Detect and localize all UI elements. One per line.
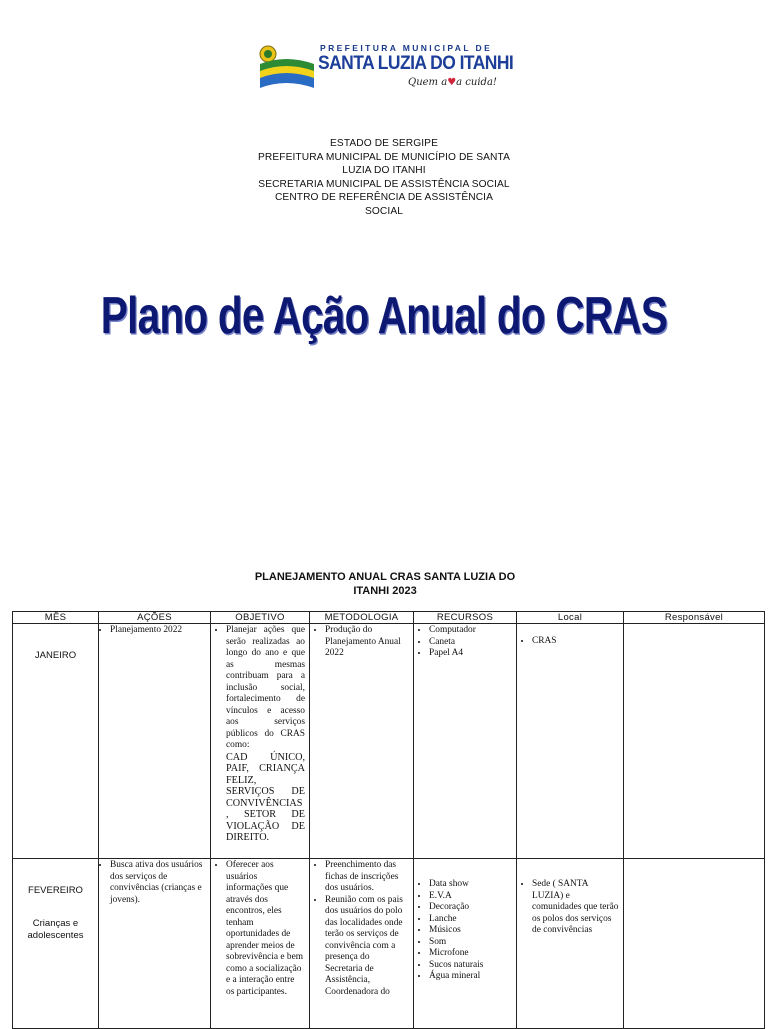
responsavel-cell bbox=[624, 859, 765, 1029]
list-item: • Músicos bbox=[429, 925, 512, 937]
objetivo-services: CAD ÚNICO, PAIF, CRIANÇA FELIZ, SERVIÇOS DE CONVIVÊNCIAS , SETOR DE VIOLAÇÃO DE DIREITO. bbox=[226, 751, 305, 843]
list-item: • Computador bbox=[429, 625, 512, 637]
slogan-end: a cuida! bbox=[456, 77, 497, 88]
list-item: • Preenchimento das fichas de inscrições dos usuários. bbox=[325, 860, 409, 895]
list-item: • Decoração bbox=[429, 902, 512, 914]
list-item: • Produção do Planejamento Anual 2022 bbox=[325, 625, 409, 660]
metodologia-cell bbox=[310, 859, 414, 1029]
header-acoes: AÇÕES bbox=[99, 612, 211, 624]
plan-table bbox=[12, 611, 765, 1029]
list-item bbox=[226, 625, 305, 844]
list-item: • E.V.A bbox=[429, 891, 512, 903]
metodologia-cell bbox=[310, 624, 414, 859]
slogan-start: Quem a bbox=[408, 77, 448, 88]
list-item: • CRAS bbox=[532, 636, 619, 648]
month-label: FEVEREIRO bbox=[28, 885, 83, 896]
header-metodologia: METODOLOGIA bbox=[310, 612, 414, 624]
table-row bbox=[13, 624, 765, 859]
header-line: SOCIAL bbox=[365, 205, 403, 217]
plan-title-line: ITANHI 2023 bbox=[353, 585, 417, 597]
list-item: • Caneta bbox=[429, 637, 512, 649]
month-cell: JANEIRO bbox=[13, 624, 99, 859]
header-local: Local bbox=[517, 612, 624, 624]
header-line: SECRETARIA MUNICIPAL DE ASSISTÊNCIA SOCIAL bbox=[258, 178, 510, 190]
table-row bbox=[13, 859, 765, 1029]
header-line: LUZIA DO ITANHI bbox=[342, 165, 426, 176]
acoes-cell bbox=[99, 624, 211, 859]
list-item: • Busca ativa dos usuários dos serviços de convivências (crianças e jovens). bbox=[110, 860, 206, 906]
objetivo-text: • Planejar ações que serão realizadas ao longo do ano e que as mesmas contribuam para a inclusão social, fortalecimento de vínculos e acesso aos serviços públicos do CRAS como: bbox=[226, 625, 305, 750]
responsavel-cell bbox=[624, 624, 765, 859]
logo-top-text: PREFEITURA MUNICIPAL DE bbox=[320, 43, 493, 53]
heart-icon: ♥ bbox=[447, 77, 457, 88]
list-item: • Água mineral bbox=[429, 971, 512, 983]
table-header-row bbox=[13, 612, 765, 624]
local-cell bbox=[517, 624, 624, 859]
prefeitura-logo bbox=[256, 40, 516, 96]
list-item: • Oferecer aos usuários informações que através dos encontros, eles tenham oportunidades de aprender meios de sobrevivência e bem como a socialização e a interação entre os participantes. bbox=[226, 860, 305, 998]
list-item: • Reunião com os pais dos usuários do polo das localidades onde terão os serviços de convivência com a presença do Secretaria de Assistência, Coordenadora do bbox=[325, 895, 409, 999]
header-line: ESTADO DE SERGIPE bbox=[330, 138, 438, 149]
acoes-cell bbox=[99, 859, 211, 1029]
logo-main-text: SANTA LUZIA DO ITANHI bbox=[318, 53, 514, 74]
list-item: • Sucos naturais bbox=[429, 960, 512, 972]
header-responsavel: Responsável bbox=[624, 612, 765, 624]
plan-title bbox=[240, 570, 530, 598]
logo-slogan bbox=[408, 77, 497, 88]
objetivo-cell bbox=[211, 624, 310, 859]
document-title: Plano de Ação Anual do CRAS bbox=[100, 287, 668, 345]
month-cell bbox=[13, 859, 99, 1029]
list-item: • Som bbox=[429, 937, 512, 949]
list-item: • Lanche bbox=[429, 914, 512, 926]
municipal-flag-icon bbox=[256, 44, 316, 90]
list-item: • Data show bbox=[429, 879, 512, 891]
list-item: • Papel A4 bbox=[429, 648, 512, 660]
audience-label: Crianças e adolescentes bbox=[27, 918, 84, 941]
header-recursos: RECURSOS bbox=[414, 612, 517, 624]
header-objetivo: OBJETIVO bbox=[211, 612, 310, 624]
plan-title-line: PLANEJAMENTO ANUAL CRAS SANTA LUZIA DO bbox=[254, 571, 516, 583]
list-item: • Sede ( SANTA LUZIA) e comunidades que terão os polos dos serviços de convivências bbox=[532, 879, 619, 937]
header-line: PREFEITURA MUNICIPAL DE MUNICÍPIO DE SANTA bbox=[258, 151, 510, 163]
header-mes: MÊS bbox=[13, 612, 99, 624]
local-cell bbox=[517, 859, 624, 1029]
list-item: • Microfone bbox=[429, 948, 512, 960]
objetivo-cell bbox=[211, 859, 310, 1029]
list-item: • Planejamento 2022 bbox=[110, 625, 206, 637]
recursos-cell bbox=[414, 624, 517, 859]
header-line: CENTRO DE REFERÊNCIA DE ASSISTÊNCIA bbox=[274, 192, 494, 203]
recursos-cell bbox=[414, 859, 517, 1029]
institution-header bbox=[240, 137, 528, 218]
